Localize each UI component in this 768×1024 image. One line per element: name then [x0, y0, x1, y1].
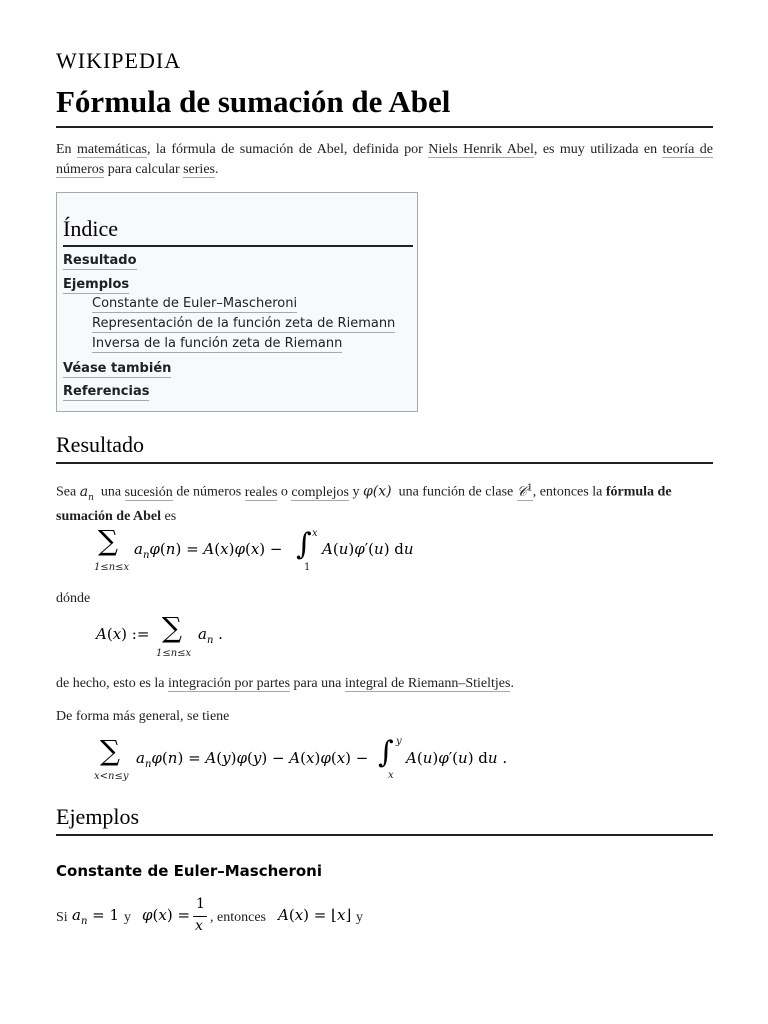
- table-of-contents: [56, 192, 418, 412]
- link-reales[interactable]: reales: [244, 484, 278, 500]
- toc-item-resultado[interactable]: Resultado: [63, 253, 137, 268]
- toc-item-vease-tambien[interactable]: Véase también: [63, 361, 172, 376]
- math-phi-x: φ(x): [362, 483, 392, 500]
- link-complejos[interactable]: complejos: [291, 484, 349, 500]
- link-clase-c1[interactable]: 𝒞$^1$: [516, 483, 533, 500]
- wikipedia-logo[interactable]: [56, 48, 181, 74]
- link-integracion-por-partes[interactable]: integración por partes: [167, 676, 291, 691]
- link-niels-henrik-abel[interactable]: Niels Henrik Abel: [428, 142, 534, 157]
- link-series[interactable]: series: [183, 162, 215, 177]
- toc-title: Índice: [63, 215, 413, 247]
- resultado-paragraph-3: de hecho, esto es la integración por partes para una integral de Riemann–Stieltjes.: [56, 676, 514, 691]
- toc-item-euler-mascheroni[interactable]: Constante de Euler–Mascheroni: [92, 296, 298, 311]
- link-sucesion[interactable]: sucesión: [124, 484, 173, 500]
- math-a-n: $a_n$: [79, 483, 94, 503]
- toc-item-ejemplos[interactable]: Ejemplos: [63, 277, 130, 292]
- intro-paragraph: En matemáticas, la fórmula de sumación de Abel, definida por Niels Henrik Abel, es muy utilizada en teoría de números para calcular series.: [56, 142, 713, 177]
- resultado-paragraph-1: Sea $a_n$ una sucesión de números reales o complejos y φ(x) una función de clase 𝒞$^1$, entonces la fórmula de sumación de Abel es: [56, 483, 672, 525]
- page-title: Fórmula de sumación de Abel: [56, 84, 713, 128]
- link-teoria-de-numeros[interactable]: teoría de números: [56, 142, 713, 177]
- toc-item-zeta-inversa[interactable]: Inversa de la función zeta de Riemann: [92, 336, 343, 351]
- resultado-paragraph-4: De forma más general, se tiene: [56, 709, 230, 724]
- fraction-bar: [193, 916, 207, 917]
- link-matematicas[interactable]: matemáticas: [76, 142, 147, 157]
- subsection-heading-euler-mascheroni: Constante de Euler–Mascheroni: [56, 862, 322, 880]
- section-heading-ejemplos: Ejemplos: [56, 804, 713, 836]
- section-heading-resultado: Resultado: [56, 432, 713, 464]
- logo-text: WIKIPEDIA: [56, 48, 182, 73]
- toc-item-referencias[interactable]: Referencias: [63, 384, 150, 399]
- donde-text: dónde: [56, 591, 91, 606]
- link-integral-riemann-stieltjes[interactable]: integral de Riemann–Stieltjes: [344, 676, 511, 691]
- toc-item-zeta-representacion[interactable]: Representación de la función zeta de Riemann: [92, 316, 396, 331]
